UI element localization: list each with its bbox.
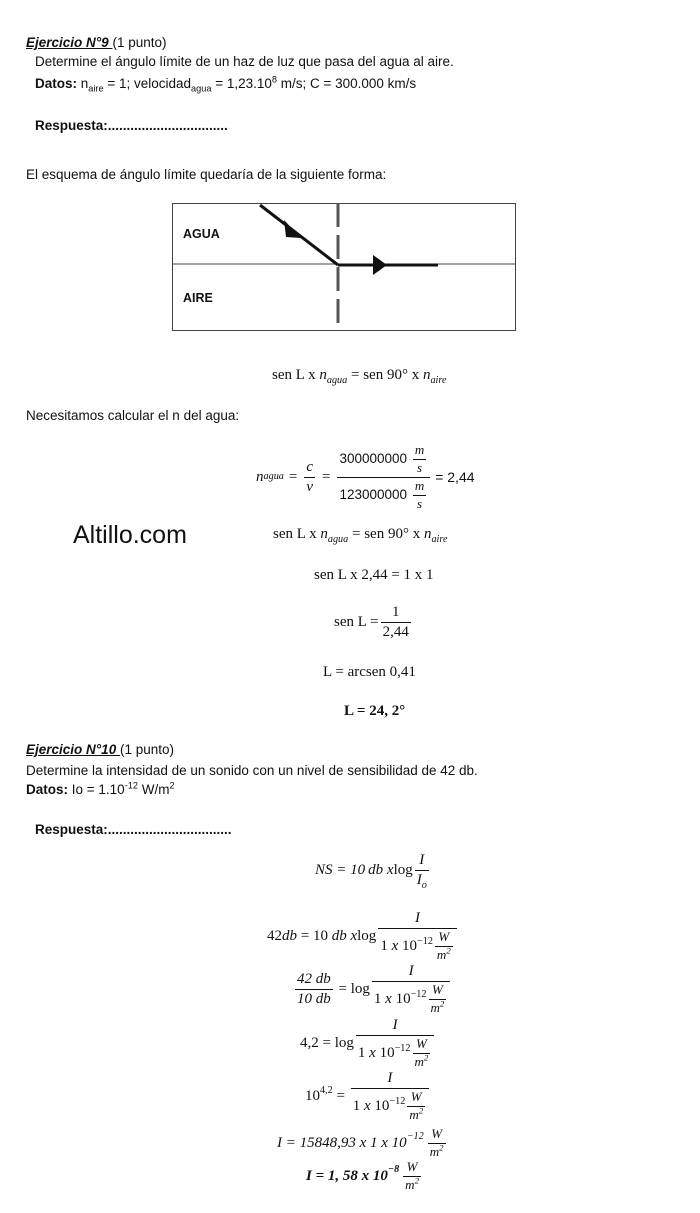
ex10-f2-num: I [378, 910, 456, 929]
ex10-f3-W: W [429, 983, 447, 1000]
ex10-f4-den-a: 1 [357, 1045, 370, 1062]
ex9-eq3-left: sen L x [273, 526, 321, 542]
ex10-f1-db: db x [368, 862, 394, 879]
ex9-eq3-n2-sub: aire [431, 534, 448, 545]
ex9-datos-rest: m/s; C = 300.000 km/s [276, 76, 417, 91]
ex10-f2-log: log [357, 928, 377, 945]
ex10-f1-frac [415, 852, 429, 890]
diagram-label-agua: AGUA [183, 227, 220, 241]
ex9-eq5-num: 1 [381, 604, 411, 623]
ex10-f5-den-b: 10 [374, 1098, 390, 1115]
ex9-heading [26, 35, 167, 50]
ex9-eq3-n: n [320, 526, 328, 542]
ex9-eq1-left: sen L x [272, 367, 320, 383]
ex10-f5-unit [407, 1090, 425, 1123]
ex10-datos-exp: -12 [124, 780, 138, 791]
ex10-points: (1 punto) [119, 742, 174, 757]
ex9-scheme-text: El esquema de ángulo límite quedaría de la siguiente forma: [26, 167, 387, 182]
ex10-f4-frac [356, 1017, 434, 1070]
ex10-heading [26, 742, 174, 757]
ex9-eq3-n2: n [423, 526, 432, 542]
ex10-f2-frac [378, 910, 456, 963]
ex9-title: Ejercicio N°9 [26, 35, 113, 50]
ex9-eq2-eq2: = [322, 468, 331, 485]
ex10-f3 [293, 963, 452, 1016]
ex9-eq5-den: 2,44 [382, 624, 409, 641]
ex10-f3-num2: I [372, 963, 450, 982]
incident-ray [260, 205, 338, 265]
ex9-datos-n: n [80, 76, 89, 91]
ex10-f3-num: 42 db [295, 971, 333, 990]
refraction-diagram-svg [172, 203, 516, 331]
ex9-datos-v-exp: 8 [271, 74, 277, 85]
ex10-f4-m: m [414, 1054, 424, 1070]
ex10-f7-m-exp: 2 [414, 1175, 419, 1186]
ex10-f3-m: m [430, 1000, 440, 1016]
ex9-eq2-num-val: 300000000 [339, 450, 408, 466]
ex10-f1-den-sub: o [421, 880, 427, 892]
ex9-eq2-num-m: m [413, 443, 426, 460]
ex9-eq2-num-unit [413, 443, 426, 476]
ex10-f4-unit [413, 1037, 431, 1070]
ex9-datos-n-val: = 1; velocidad [103, 76, 192, 91]
ex9-need-text: Necesitamos calcular el n del agua: [26, 408, 240, 423]
ex10-f6: I = 15848,93 x 1 x 10 $^{-12}$ $\frac{W}{m^2}$ [277, 1126, 444, 1159]
ex10-f3-den: 10 db [297, 991, 331, 1008]
ex10-f5-frac [351, 1070, 429, 1123]
ex10-f5-m: m [409, 1107, 419, 1123]
ex10-f2-left: 42 [267, 928, 282, 945]
ex10-f4-den-exp: −12 [394, 1043, 411, 1055]
ex9-datos-n-sub: aire [88, 83, 104, 94]
ex10-f2-m: m [436, 947, 447, 963]
ex10-f2-W: W [435, 930, 453, 947]
ex9-eq5 [334, 604, 413, 642]
ex10-f3-m-exp: 2 [439, 998, 445, 1009]
ex10-f7-W: W [403, 1160, 421, 1177]
ex10-f4-den [356, 1036, 434, 1070]
ex10-f3-db-frac [295, 971, 333, 1009]
ex9-eq1 [272, 367, 446, 384]
ex10-f5-den-exp: −12 [389, 1096, 406, 1108]
diagram-label-aire: AIRE [183, 291, 213, 305]
ex10-statement: Determine la intensidad de un sonido con un nivel de sensibilidad de 42 db. [26, 763, 478, 778]
ex10-f7-result: I = 1, 58 x 10 $^{-8}$ $\frac{W}{m^2}$ [306, 1159, 419, 1192]
ex10-datos-label: Datos: [26, 782, 69, 797]
ex9-eq2-den-unit [413, 479, 426, 512]
ex10-f6-m-exp: 2 [439, 1142, 444, 1153]
ex10-f4-m2 [413, 1054, 431, 1070]
ex10-f4-left: 4,2 = log [300, 1035, 354, 1052]
ex9-eq2-v: v [306, 478, 314, 495]
ex10-f2-unit [435, 930, 453, 963]
ex9-eq1-mid: = sen 90° x [347, 367, 423, 383]
ex10-f2-m-exp: 2 [446, 945, 451, 956]
ex10-f4-m-exp: 2 [423, 1052, 429, 1063]
ex10-f7-m: m [405, 1176, 415, 1192]
ex9-eq2-value-frac [337, 443, 430, 512]
ex10-f5-m-exp: 2 [418, 1105, 424, 1116]
ex10-datos-unit-exp: 2 [169, 780, 175, 791]
ex9-eq7-result: L = 24, 2° [344, 703, 406, 719]
ex10-f1-den-i: I [416, 872, 422, 889]
ex9-eq2-den-val: 123000000 [339, 486, 408, 502]
ex10-f5-num: I [351, 1070, 429, 1089]
refraction-diagram [172, 203, 516, 331]
ex9-eq1-n2: n [422, 367, 431, 383]
ex9-eq2-den-s: s [416, 495, 423, 511]
ex9-eq4: sen L x 2,44 = 1 x 1 [314, 567, 434, 583]
refracted-arrow-icon [373, 255, 387, 275]
ex9-eq2-denominator [337, 478, 430, 512]
ex10-f3-den-a: 1 [373, 991, 386, 1008]
ex10-f3-den-exp: −12 [410, 989, 427, 1001]
ex9-eq5-frac [381, 604, 411, 642]
ex9-datos [35, 74, 417, 94]
ex10-f6-m2 [428, 1144, 446, 1160]
ex9-eq1-n-sub: agua [326, 375, 348, 386]
ex10-f4-den-x: x [369, 1045, 380, 1062]
ex9-points: (1 punto) [112, 35, 167, 50]
ex9-eq2-c: c [304, 459, 315, 478]
ex10-f4-W: W [413, 1037, 431, 1054]
ex10-f5-den [351, 1089, 429, 1123]
ex10-f3-frac [372, 963, 450, 1016]
ex10-f3-m2 [429, 1000, 447, 1016]
ex10-f1-log: log [393, 862, 413, 879]
ex10-f2-m2 [435, 947, 453, 963]
ex10-f7-unit [403, 1160, 421, 1193]
ex9-eq3 [273, 526, 447, 543]
ex9-respuesta: Respuesta:................................ [35, 118, 228, 133]
ex10-datos-val: Io = 1.10 [68, 782, 125, 797]
ex10-f7-left: I = 1, 58 x 10 [306, 1167, 388, 1184]
ex10-f1-left: NS = 10 [315, 862, 366, 879]
ex9-datos-v-val: = 1,23.10 [211, 76, 272, 91]
ex10-f6-W: W [428, 1127, 446, 1144]
ex10-f4 [300, 1017, 436, 1070]
ex10-f1-den [415, 871, 429, 892]
ex10-f2-db2: db x [331, 928, 358, 945]
ex10-f2-den-b: 10 [401, 938, 417, 955]
ex9-datos-v-sub: agua [191, 83, 212, 94]
ex10-f4-num: I [356, 1017, 434, 1036]
ex10-f3-den2 [372, 982, 450, 1016]
ex10-f5: 10 $^{4,2}$ = I 1 x $10^{-12}$ $\frac{W}{m^2}$ [305, 1070, 431, 1123]
ex9-eq2-numerator [337, 443, 430, 478]
ex10-f3-eq: = log [334, 981, 370, 998]
ex10-respuesta: Respuesta:................................. [35, 822, 232, 837]
ex10-f2-den [378, 929, 456, 963]
ex10-f1 [315, 852, 431, 890]
ex9-eq3-n-sub: agua [327, 534, 349, 545]
ex10-f6-left: I = 15848,93 x 1 x 10 [277, 1134, 407, 1151]
ex9-eq3-mid: = sen 90° x [348, 526, 424, 542]
ex10-f7-m2 [403, 1177, 421, 1193]
ex10-f1-num: I [415, 852, 429, 871]
ex10-f5-m2 [407, 1107, 425, 1123]
ex10-f3-den-b: 10 [395, 991, 411, 1008]
ex9-datos-label: Datos: [35, 76, 78, 91]
ex9-statement: Determine el ángulo límite de un haz de luz que pasa del agua al aire. [35, 54, 454, 69]
ex9-eq2: n agua = $\frac{c}{v}$ = 300000000 $\frac{m}{s}$ 123000000 $\frac{m}{s}$ = 2,44 [256, 442, 475, 511]
altillo-watermark: Altillo.com [73, 521, 187, 549]
ex10-f6-unit [428, 1127, 446, 1160]
ex10-f2-den-x: x [391, 938, 402, 955]
ex9-eq6: L = arcsen 0,41 [323, 664, 416, 680]
ex10-f5-base: 10 [305, 1088, 320, 1105]
ex10-f2-den-exp: −12 [416, 936, 433, 948]
ex9-eq5-left: sen L = [334, 614, 379, 631]
ex10-f5-den-a: 1 [352, 1098, 364, 1115]
ex9-eq2-result: = 2,44 [435, 469, 475, 486]
ex9-eq1-n2-sub: aire [430, 375, 447, 386]
ex10-f2 [267, 910, 459, 963]
ex10-f5-eq: = [332, 1088, 349, 1105]
ex10-f6-m: m [429, 1143, 440, 1159]
ex10-f2-db: db [282, 928, 297, 945]
ex9-eq2-eq1: = [288, 468, 298, 485]
ex10-f3-unit [429, 983, 447, 1016]
ex10-f4-den-b: 10 [379, 1045, 395, 1062]
ex10-f5-den-x: x [363, 1098, 375, 1115]
ex10-datos [26, 782, 175, 797]
ex10-datos-unit: W/m [137, 782, 170, 797]
ex10-title: Ejercicio N°10 [26, 742, 120, 757]
ex9-eq2-n: n [256, 468, 264, 485]
ex9-eq2-num-s: s [416, 459, 423, 475]
ex10-f2-mid: = 10 [297, 928, 332, 945]
ex10-f5-W: W [407, 1090, 425, 1107]
ex9-eq2-cv-frac [304, 459, 315, 497]
ex10-f3-den-x: x [385, 991, 396, 1008]
ex9-eq2-den-m: m [413, 479, 426, 496]
ex10-f2-den-a: 1 [380, 938, 392, 955]
ex9-eq1-n: n [319, 367, 327, 383]
